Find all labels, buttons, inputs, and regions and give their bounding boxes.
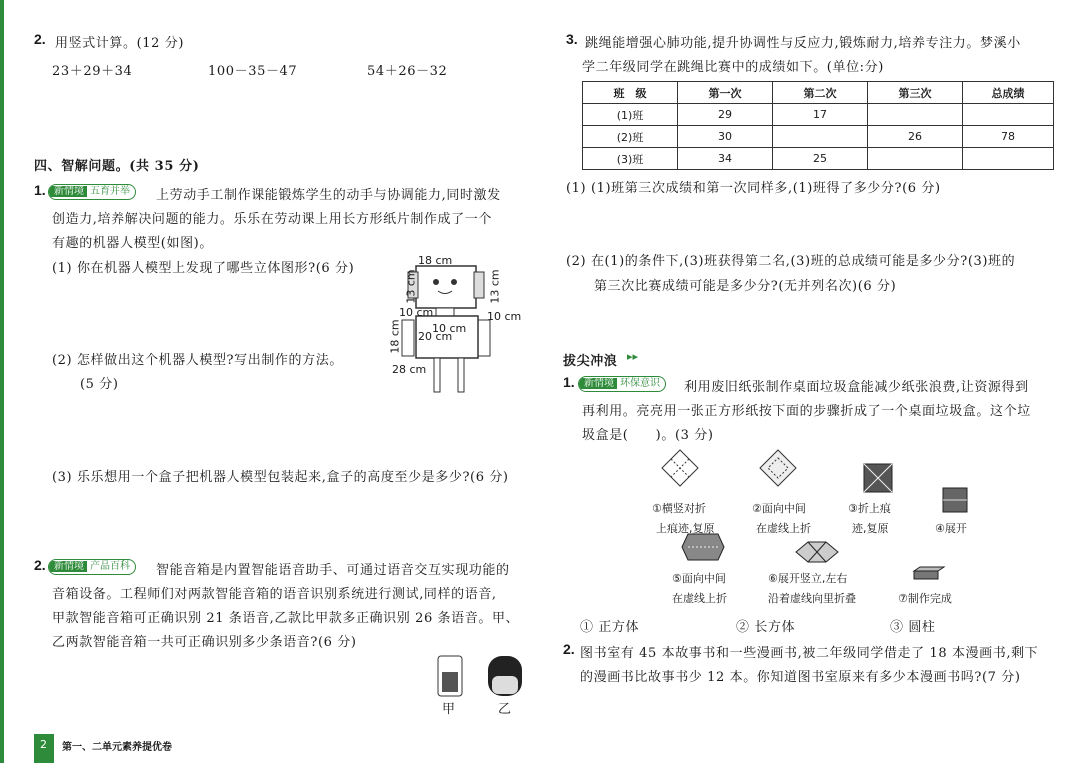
table-row [583,148,1054,170]
robot-label-left10: 10 cm [399,306,434,319]
table-row [583,126,1054,148]
page-number: 2 [40,738,47,751]
speaker-label-a: 甲 [442,702,456,717]
section-4-heading: 四、智解问题。(共 35 分) [34,159,200,174]
p2-line-2: 的漫画书比故事书少 12 本。你知道图书室原来有多少本漫画书吗?(7 分) [580,670,1021,685]
q4-1-sub-2: (2) 怎样做出这个机器人模型?写出制作的方法。 [52,353,343,368]
step-1-caption-a: ①横竖对折 [652,502,706,515]
cell [963,148,1054,170]
robot-label-right13: 13 cm [488,269,502,304]
score-table [582,81,1054,170]
step-2-caption-a: ②面向中间 [752,502,806,515]
robot-head [416,266,476,308]
q2-number: 2. [34,31,46,47]
option-3: ③ 圆柱 [890,620,936,635]
robot-label-mid10: 10 cm [432,322,467,335]
q2-title: 用竖式计算。(12 分) [55,36,185,51]
q4-1-number: 1. [34,182,46,198]
cell: (1)班 [583,104,678,126]
robot-ear-right [474,272,484,298]
left-edge-bar [0,0,4,763]
step-5-caption-a: ⑤面向中间 [672,572,726,585]
cell: 25 [773,148,868,170]
expr-2: 100－35－47 [208,64,298,79]
cell: 30 [678,126,773,148]
q3-number: 3. [566,31,578,47]
step-3-caption-b: 迹,复原 [852,522,889,535]
speaker-b-base [492,676,518,694]
q4-2-number: 2. [34,557,46,573]
q4-2-line-1: 智能音箱是内置智能语音助手、可通过语音交互实现功能的 [156,563,510,578]
header-second: 第二次 [773,82,868,104]
robot-eye-left [433,279,439,285]
q4-2-line-4: 乙两款智能音箱一共可正确识别多少条语音?(6 分) [52,635,357,650]
p1-line-3: 圾盒是( )。(3 分) [582,428,714,443]
cell: 34 [678,148,773,170]
speaker-label-b: 乙 [498,702,512,717]
step-3-caption-a: ③折上痕 [848,502,891,515]
tag-new-situation: 新情境 五育并举 [48,181,136,200]
q4-1-line-3: 有趣的机器人模型(如图)。 [52,236,213,251]
robot-label-mid20: 20 cm [418,330,453,343]
header-third: 第三次 [868,82,963,104]
speaker-a-grille [442,672,458,692]
expr-1: 23＋29＋34 [52,64,133,79]
expr-3: 54＋26－32 [367,64,448,79]
fold-step-3 [858,458,898,498]
q4-1-line-1: 上劳动手工制作课能锻炼学生的动手与协调能力,同时激发 [156,188,501,203]
fold-step-2 [758,448,798,488]
fold-step-4 [935,480,975,520]
fold-step-1 [660,448,700,488]
step-2-caption-b: 在虚线上折 [756,522,811,535]
cell [773,126,868,148]
robot-label-right10: 10 cm [487,310,522,323]
table-row [583,104,1054,126]
q3-sub-2-a: (2) 在(1)的条件下,(3)班获得第二名,(3)班的总成绩可能是多少分?(3)班的 [566,254,1016,269]
cell [868,104,963,126]
p1-line-1: 利用废旧纸张制作桌面垃圾盒能减少纸张浪费,让资源得到 [684,380,1029,395]
robot-arm-right [478,320,490,356]
robot-label-left18: 18 cm [388,319,402,354]
cell: 17 [773,104,868,126]
p1-number: 1. [563,374,575,390]
q4-2-line-3: 甲款智能音箱可正确识别 21 条语音,乙款比甲款多正确识别 26 条语音。甲、 [52,611,520,626]
p1-line-2: 再利用。亮亮用一张正方形纸按下面的步骤折成了一个桌面垃圾盒。这个垃 [582,404,1031,419]
cell: (3)班 [583,148,678,170]
q4-2-line-2: 音箱设备。工程师们对两款智能音箱的语音识别系统进行测试,同样的语音, [52,587,497,602]
fold-step-7 [912,565,946,581]
q4-1-line-2: 创造力,培养解决问题的能力。乐乐在劳动课上用长方形纸片制作成了一个 [52,212,492,227]
robot-leg-left [434,358,440,392]
step-6-caption-b: 沿着虚线向里折叠 [768,592,856,605]
cell [868,148,963,170]
step-7-caption: ⑦制作完成 [898,592,952,605]
fold-step-6 [792,540,842,564]
tag-product-wiki: 新情境 产品百科 [48,556,136,575]
q4-1-sub-2-score: (5 分) [80,377,119,392]
header-first: 第一次 [678,82,773,104]
step-1-caption-b: 上痕迹,复原 [656,522,715,535]
robot-arm-left [402,320,414,356]
step-6-caption-a: ⑥展开竖立,左右 [768,572,848,585]
robot-label-top: 18 cm [418,254,453,267]
p2-line-1: 图书室有 45 本故事书和一些漫画书,被二年级同学借走了 18 本漫画书,剩下 [580,646,1039,661]
cell: (2)班 [583,126,678,148]
option-1: ① 正方体 [580,620,640,635]
cell: 26 [868,126,963,148]
robot-label-bottom28: 28 cm [392,363,427,376]
header-total: 总成绩 [963,82,1054,104]
q3-line-1: 跳绳能增强心肺功能,提升协调性与反应力,锻炼耐力,培养专注力。梦溪小 [585,36,1021,51]
tag-eco: 新情境 环保意识 [578,373,666,392]
q4-1-sub-3: (3) 乐乐想用一个盒子把机器人模型包装起来,盒子的高度至少是多少?(6 分) [52,470,509,485]
q3-sub-2-b: 第三次比赛成绩可能是多少分?(无并列名次)(6 分) [594,279,897,294]
q4-1-sub-1: (1) 你在机器人模型上发现了哪些立体图形?(6 分) [52,261,355,276]
header-class: 班 级 [583,82,678,104]
q3-sub-1: (1) (1)班第三次成绩和第一次同样多,(1)班得了多少分?(6 分) [566,181,941,196]
cell [963,104,1054,126]
q3-line-2: 学二年级同学在跳绳比赛中的成绩如下。(单位:分) [582,60,884,75]
speakers-figure [436,652,546,702]
robot-leg-right [458,358,464,392]
robot-eye-right [451,279,457,285]
fold-step-5 [680,532,726,562]
cell: 78 [963,126,1054,148]
footer-title: 第一、二单元素养提优卷 [62,742,172,753]
step-5-caption-b: 在虚线上折 [672,592,727,605]
option-2: ② 长方体 [736,620,796,635]
cell: 29 [678,104,773,126]
p2-number: 2. [563,641,575,657]
score-table-header [583,82,1054,104]
step-4-caption: ④展开 [935,522,967,535]
section-arrow-icon: ▸▸ [627,350,639,363]
robot-label-left13: 13 cm [404,269,418,304]
section-challenge-heading: 拔尖冲浪 [563,354,618,369]
